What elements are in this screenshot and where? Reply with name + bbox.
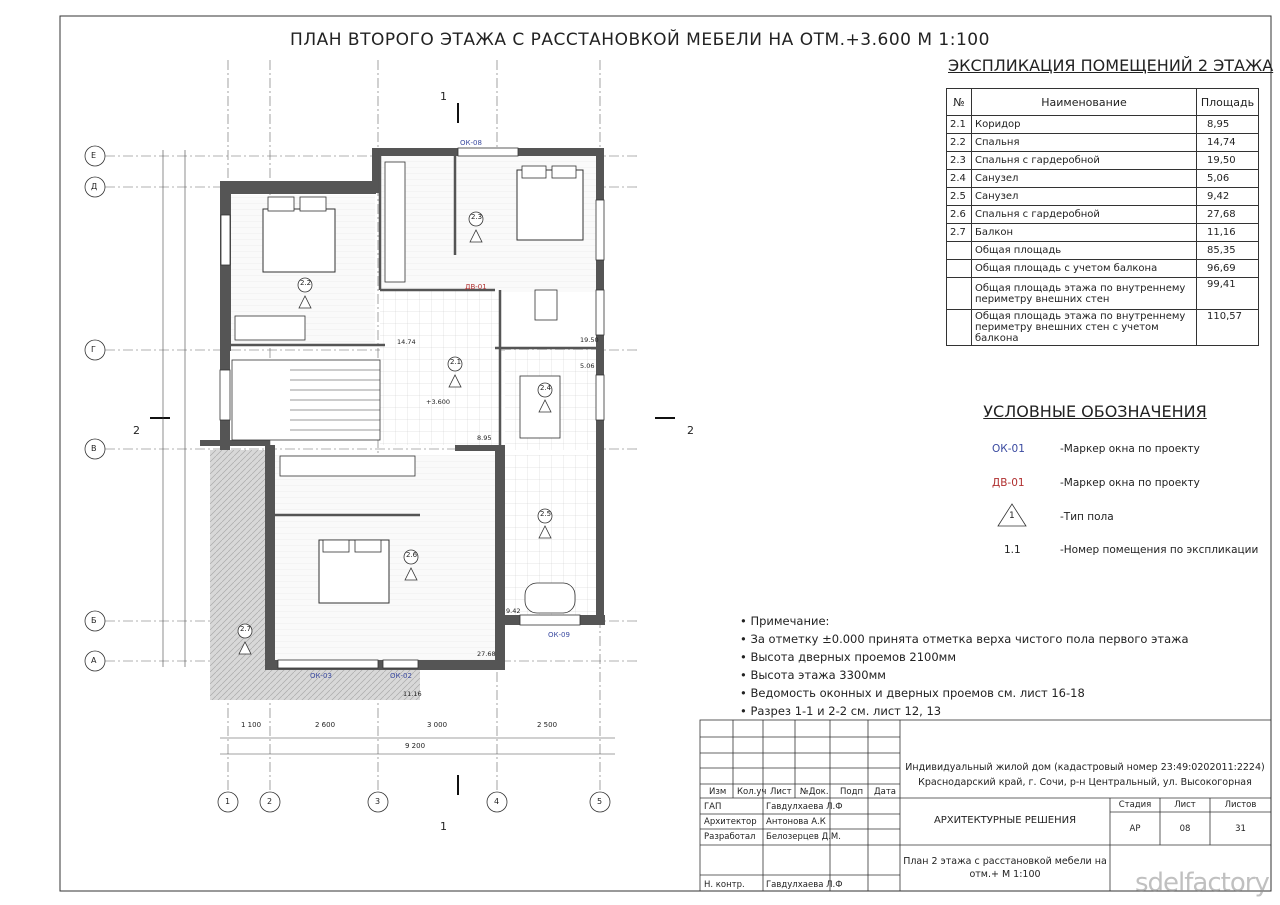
row-area: 85,35 xyxy=(1197,242,1259,260)
dimension: 2 600 xyxy=(315,721,336,729)
drawing-title: ПЛАН ВТОРОГО ЭТАЖА С РАССТАНОВКОЙ МЕБЕЛИ НА ОТМ.+3.600 М 1:100 xyxy=(290,30,990,50)
row-area: 19,50 xyxy=(1197,152,1259,170)
room-area-label: 11.16 xyxy=(403,690,422,698)
section-name: АРХИТЕКТУРНЫЕ РЕШЕНИЯ xyxy=(933,815,1077,826)
stamp-person: Гавдулхаева Л.Ф xyxy=(766,880,843,890)
legend-window-desc: -Маркер окна по проекту xyxy=(1060,443,1200,455)
room-number: 2.7 xyxy=(240,625,252,633)
axis-label: Б xyxy=(91,616,97,625)
table-row xyxy=(947,134,1259,152)
section-mark: 1 xyxy=(440,90,447,103)
axis-label: 5 xyxy=(597,797,603,806)
row-name: Общая площадь xyxy=(972,242,1197,260)
row-name: Спальня xyxy=(972,134,1197,152)
room-area-label: 14.74 xyxy=(397,338,416,346)
row-num: 2.5 xyxy=(947,188,972,206)
row-area: 96,69 xyxy=(1197,260,1259,278)
row-name: Спальня с гардеробной xyxy=(972,206,1197,224)
axis-label: Е xyxy=(91,151,97,160)
row-num: 2.6 xyxy=(947,206,972,224)
stamp-header: Подп xyxy=(840,787,864,797)
row-name: Общая площадь этажа по внутреннему периметру внешних стен с учетом балкона xyxy=(972,310,1197,346)
window-marker: ОК-03 xyxy=(310,672,332,680)
door-marker: ДВ-01 xyxy=(465,283,487,291)
section-mark: 2 xyxy=(687,424,694,437)
stamp-header: №Док. xyxy=(800,787,829,797)
header-num: № xyxy=(947,89,972,116)
sheet-header: Лист xyxy=(1174,800,1196,810)
stamp-header: Кол.уч xyxy=(737,787,767,797)
watermark-logo: sdelfactory xyxy=(1135,868,1269,898)
window-marker: ОК-08 xyxy=(460,139,482,147)
row-num: 2.2 xyxy=(947,134,972,152)
note-item: • Ведомость оконных и дверных проемов см. лист 16-18 xyxy=(740,684,1189,702)
stamp-role: Архитектор xyxy=(704,817,757,827)
row-area: 11,16 xyxy=(1197,224,1259,242)
room-number: 2.3 xyxy=(471,213,483,221)
window-marker: ОК-09 xyxy=(548,631,570,639)
table-row xyxy=(947,310,1259,346)
room-area-label: 5.06 xyxy=(580,362,595,370)
row-name: Санузел xyxy=(972,188,1197,206)
dimension: 3 000 xyxy=(427,721,448,729)
table-row xyxy=(947,206,1259,224)
dimension-total: 9 200 xyxy=(405,742,426,750)
stamp-role: Разработал xyxy=(704,832,756,842)
row-num: 2.4 xyxy=(947,170,972,188)
table-row xyxy=(947,224,1259,242)
header-name: Наименование xyxy=(972,89,1197,116)
drawing-name: План 2 этажа с расстановкой мебели на отм.+ М 1:100 xyxy=(903,856,1107,880)
section-mark: 1 xyxy=(440,820,447,833)
row-name: Балкон xyxy=(972,224,1197,242)
axis-label: А xyxy=(91,656,97,665)
table-row xyxy=(947,152,1259,170)
row-name: Коридор xyxy=(972,116,1197,134)
note-item: • Примечание: xyxy=(740,612,1189,630)
legend-title: УСЛОВНЫЕ ОБОЗНАЧЕНИЯ xyxy=(983,402,1207,421)
row-name: Общая площадь с учетом балкона xyxy=(972,260,1197,278)
stage-value: АР xyxy=(1129,824,1141,834)
room-area-label: 9.42 xyxy=(506,607,521,615)
room-number: 2.1 xyxy=(450,358,462,366)
table-header-row xyxy=(947,89,1259,116)
row-num: 2.1 xyxy=(947,116,972,134)
axis-label: В xyxy=(91,444,97,453)
explication-title: ЭКСПЛИКАЦИЯ ПОМЕЩЕНИЙ 2 ЭТАЖА xyxy=(948,56,1274,75)
stamp-role: Н. контр. xyxy=(704,880,745,890)
room-area-label: 8.95 xyxy=(477,434,492,442)
axis-label: 3 xyxy=(375,797,381,806)
legend-door-code: ДВ-01 xyxy=(992,477,1025,489)
row-num: 2.3 xyxy=(947,152,972,170)
stamp-header: Дата xyxy=(874,787,897,797)
note-item: • Высота дверных проемов 2100мм xyxy=(740,648,1189,666)
row-name: Общая площадь этажа по внутреннему периметру внешних стен xyxy=(972,278,1197,310)
note-item: • За отметку ±0.000 принята отметка верха чистого пола первого этажа xyxy=(740,630,1189,648)
row-area: 8,95 xyxy=(1197,116,1259,134)
stamp-person: Антонова А.К xyxy=(766,817,826,827)
sheets-value: 31 xyxy=(1235,824,1246,834)
row-area: 5,06 xyxy=(1197,170,1259,188)
legend-door-desc: -Маркер окна по проекту xyxy=(1060,477,1200,489)
dimension: 2 500 xyxy=(537,721,558,729)
room-number: 2.5 xyxy=(540,510,552,518)
row-area: 14,74 xyxy=(1197,134,1259,152)
axis-label: 1 xyxy=(225,797,231,806)
level-mark: +3.600 xyxy=(426,398,451,406)
row-area: 9,42 xyxy=(1197,188,1259,206)
row-name: Спальня с гардеробной xyxy=(972,152,1197,170)
sheets-header: Листов xyxy=(1224,800,1257,810)
header-area: Площадь xyxy=(1197,89,1259,116)
stage-header: Стадия xyxy=(1118,800,1152,810)
room-number: 2.4 xyxy=(540,384,552,392)
row-name: Санузел xyxy=(972,170,1197,188)
legend-floor-code: 1 xyxy=(1009,511,1015,521)
room-area-label: 19.50 xyxy=(580,336,599,344)
row-area: 27,68 xyxy=(1197,206,1259,224)
table-row xyxy=(947,116,1259,134)
axis-label: Д xyxy=(91,182,98,191)
table-row xyxy=(947,260,1259,278)
section-mark: 2 xyxy=(133,424,140,437)
legend-room-desc: -Номер помещения по экспликации xyxy=(1060,544,1259,556)
axis-label: 2 xyxy=(267,797,273,806)
room-number: 2.6 xyxy=(406,551,418,559)
axis-label: Г xyxy=(91,345,96,354)
stamp-person: Гавдулхаева Л.Ф xyxy=(766,802,843,812)
sheet-value: 08 xyxy=(1179,824,1191,834)
legend-window-code: ОК-01 xyxy=(992,443,1025,455)
table-row xyxy=(947,170,1259,188)
note-item: • Разрез 1-1 и 2-2 см. лист 12, 13 xyxy=(740,702,1189,720)
project-name: Индивидуальный жилой дом (кадастровый номер 23:49:0202011:2224) Краснодарский край, г. Сочи, р-н Центральный, ул. Высокогорная xyxy=(905,762,1265,788)
room-number: 2.2 xyxy=(300,279,312,287)
explication-table xyxy=(946,88,1259,346)
table-row xyxy=(947,188,1259,206)
stamp-role: ГАП xyxy=(704,802,722,812)
legend-room-code: 1.1 xyxy=(1004,544,1021,556)
row-num: 2.7 xyxy=(947,224,972,242)
table-row xyxy=(947,278,1259,310)
stamp-header: Изм xyxy=(709,787,727,797)
note-item: • Высота этажа 3300мм xyxy=(740,666,1189,684)
window-marker: ОК-02 xyxy=(390,672,412,680)
notes xyxy=(740,612,1189,720)
room-area-label: 27.68 xyxy=(477,650,496,658)
table-row xyxy=(947,242,1259,260)
row-area: 99,41 xyxy=(1197,278,1259,310)
legend-floor-desc: -Тип пола xyxy=(1060,511,1114,523)
row-area: 110,57 xyxy=(1197,310,1259,346)
stamp-person: Белозерцев Д.М. xyxy=(766,832,841,842)
axis-label: 4 xyxy=(494,797,500,806)
dimension: 1 100 xyxy=(241,721,262,729)
stamp-header: Лист xyxy=(770,787,792,797)
